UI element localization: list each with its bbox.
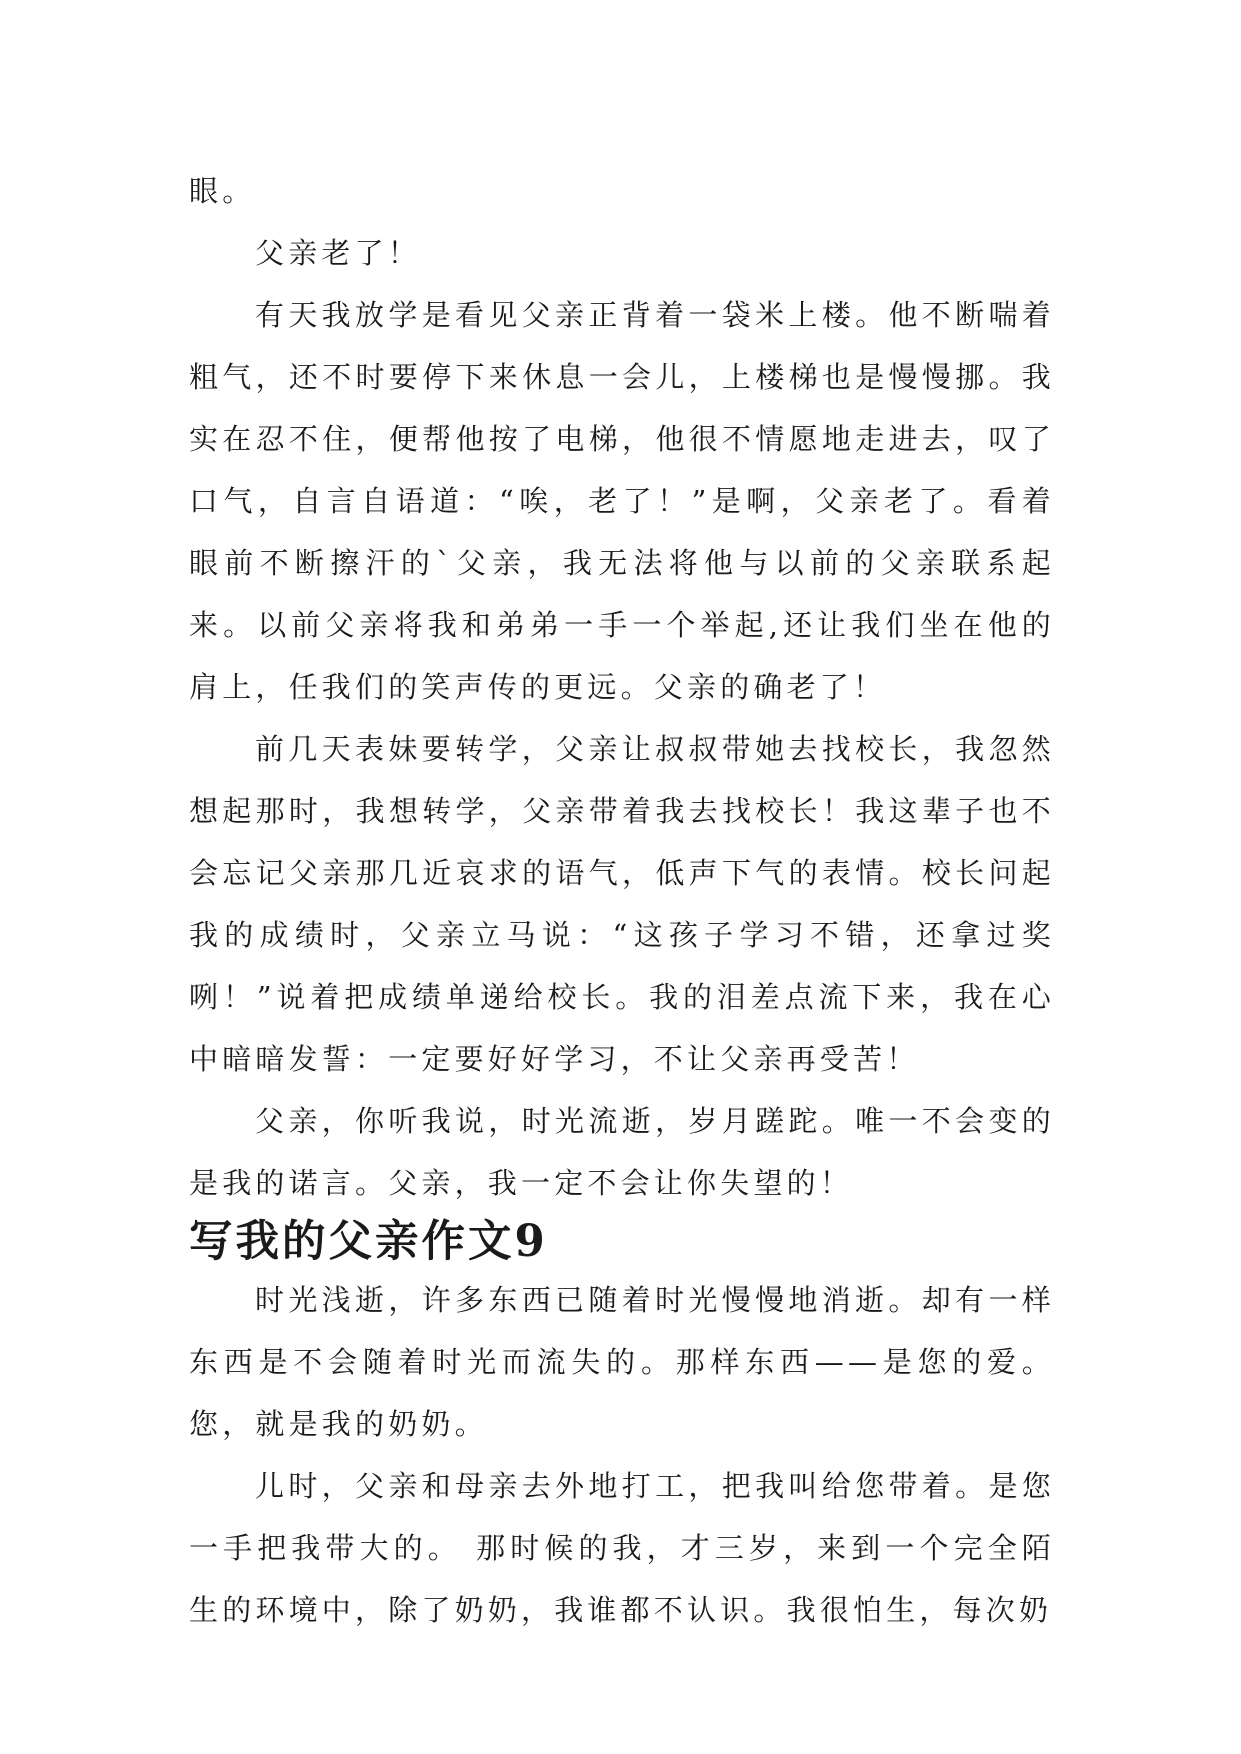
paragraph: 父亲老了！	[255, 236, 422, 270]
paragraph: 时光浅逝，许多东西已随着时光慢慢地消逝。却有一样东西是不会随着时光而流失的。那样东西——是您的爱。您，就是我的奶奶。	[189, 1283, 1055, 1441]
paragraph: 前几天表妹要转学，父亲让叔叔带她去找校长，我忽然想起那时，我想转学，父亲带着我去找校长！我这辈子也不会忘记父亲那几近哀求的语气，低声下气的表情。校长问起我的成绩时，父亲立马说：“这孩子学习不错，还拿过奖咧！”说着把成绩单递给校长。我的泪差点流下来，我在心中暗暗发誓：一定要好好学习，不让父亲再受苦！	[189, 732, 1055, 1076]
paragraph: 有天我放学是看见父亲正背着一袋米上楼。他不断喘着粗气，还不时要停下来休息一会儿，上楼梯也是慢慢挪。我实在忍不住，便帮他按了电梯，他很不情愿地走进去，叹了口气，自言自语道：“唉，老了！”是啊，父亲老了。看着眼前不断擦汗的`父亲，我无法将他与以前的父亲联系起来。以前父亲将我和弟弟一手一个举起,还让我们坐在他的肩上，任我们的笑声传的更远。父亲的确老了！	[189, 298, 1055, 704]
paragraph: 眼。	[189, 174, 256, 208]
section-heading: 写我的父亲作文9	[189, 1216, 548, 1267]
paragraph: 父亲，你听我说，时光流逝，岁月蹉跎。唯一不会变的是我的诺言。父亲，我一定不会让你失望的！	[189, 1104, 1055, 1200]
document-page	[189, 160, 1055, 1641]
paragraph: 儿时，父亲和母亲去外地打工，把我叫给您带着。是您一手把我带大的。 那时候的我，才三岁，来到一个完全陌生的环境中，除了奶奶，我谁都不认识。我很怕生，每次奶	[189, 1469, 1055, 1627]
